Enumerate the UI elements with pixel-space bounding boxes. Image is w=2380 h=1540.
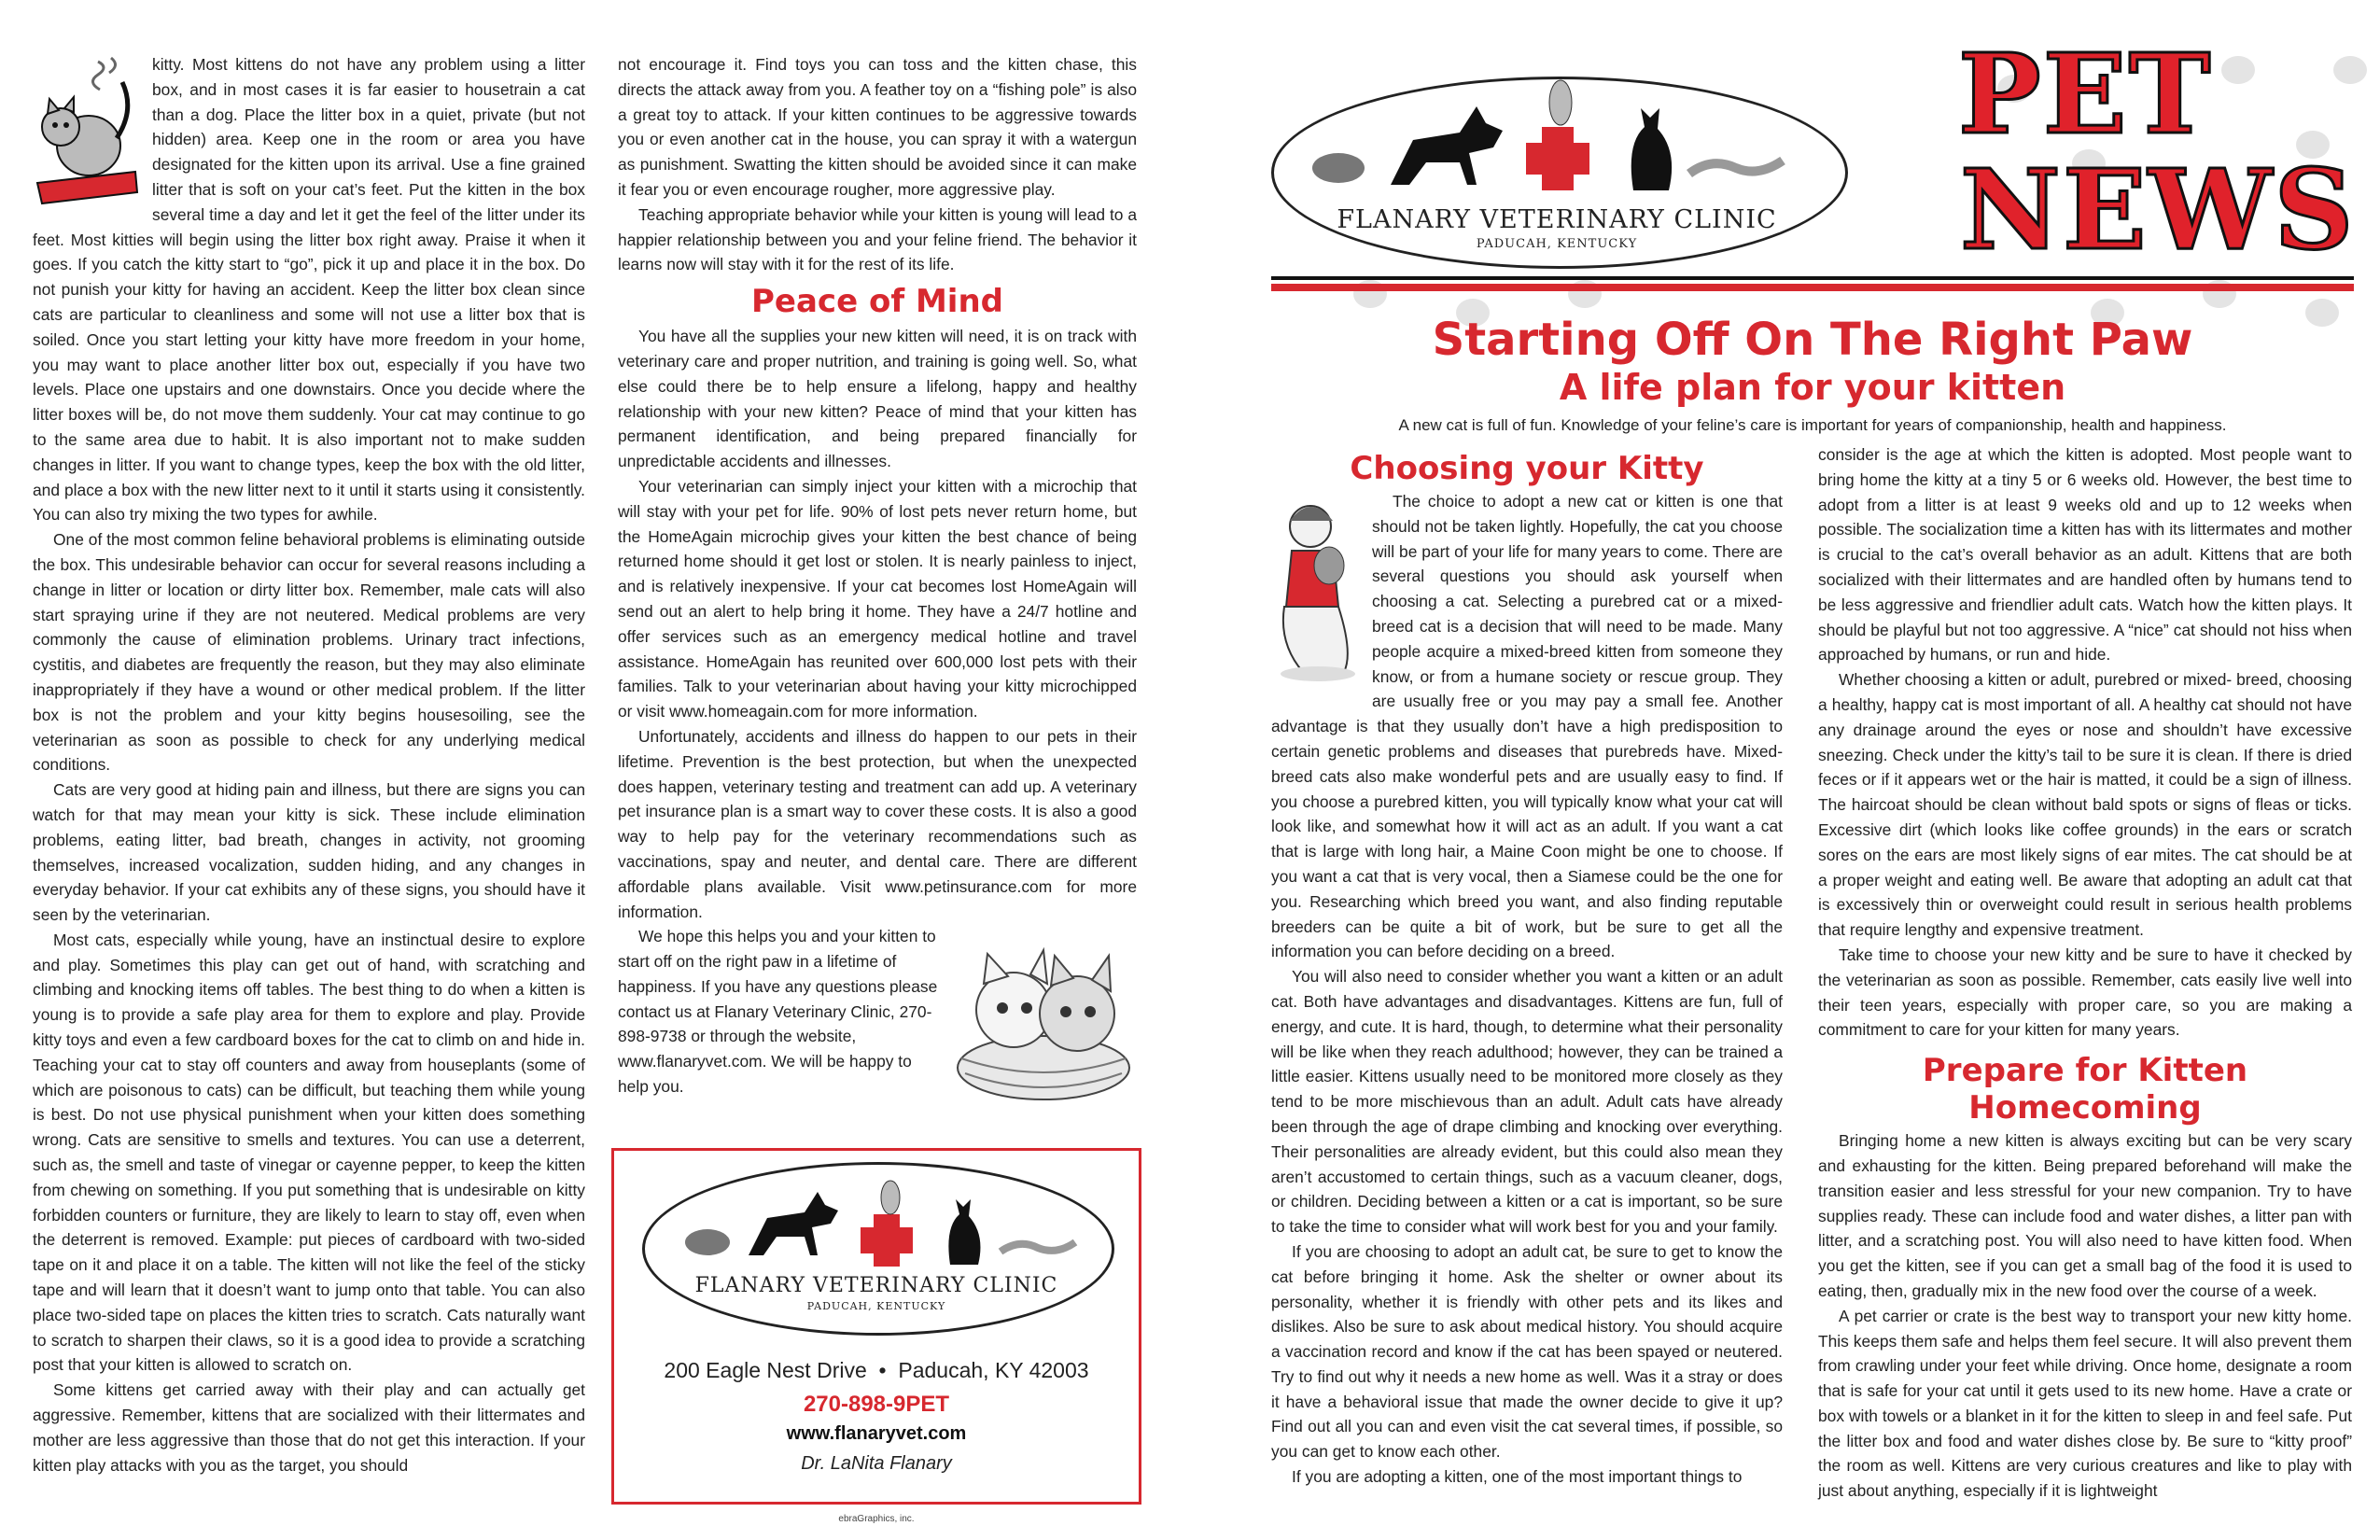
feature-headline: Starting Off On The Right Paw [1432,314,2193,366]
column-four [1818,442,2352,1504]
peace-of-mind-heading: Peace of Mind [751,283,1003,321]
paragraph: If you are adopting a kitten, one of the most important things to [1292,1467,1743,1487]
clinic-phone: 270-898-9PET [803,1392,950,1417]
paragraph: Teaching appropriate behavior while your kitten is young will lead to a happier relationship between you and your feline friend. The behavior it learns now will stay with it for the rest of its life. [618,204,1137,274]
column-one [33,52,585,1477]
clinic-address: 200 Eagle Nest Drive • Paducah, KY 42003 [664,1358,1089,1382]
paragraph: If you are choosing to adopt an adult cat, be sure to get to know the cat before bringing it home. Ask the shelter or owner about its personality, whether it is friendly with other pets and its likes and dislikes. Also be sure to ask about medical history. You should acquire a vaccination record and know if the cat has been spayed or neutered. Try to find out why it needs a new home as well. Was it a stray or does it have a behavioral issue that made the owner decide to give it up? Find out all you can and even visit the cat several times, if possible, so you can get to know each other. [1271,1241,1783,1462]
clinic-name: FLANARY VETERINARY CLINIC [694,1274,1058,1297]
paragraph: One of the most common feline behavioral problems is eliminating outside the box. This undesirable behavior can occur for several reasons including a change in litter or location or dirty litter box. Remember, male cats will also start spraying urine if they are not neutered. Medical problems are very commonly the cause of elimination problems. Urinary tract infections, cystitis, and diabetes are frequently the reason, but they may also eliminate inappropriately if they have a wound or other medical problem. If the litter box is not the problem and your kitty begins housesoiling, see the veterinarian as soon as possible to check for any underlying medical conditions. [33,530,585,775]
kittens-basket-illustration [950,928,1137,1105]
feature-subheadline: A life plan for your kitten [1559,367,2066,408]
paragraph: Cats are very good at hiding pain and illness, but there are signs you can watch for that may mean your kitty is sick. These include elimination problems, eating litter, bad breath, changes in activity, not grooming themselves, increased vocalization, sudden hiding, and any changes in everyday behavior. If your cat exhibits any of these signs, you should have it seen by the veterinarian. [33,780,585,925]
clinic-location: PADUCAH, KENTUCKY [806,1300,946,1312]
cat-litter-box-illustration [33,52,143,211]
feature-deck: A new cat is full of fun. Knowledge of your feline’s care is important for years of companionship, health and happiness. [1398,416,2227,434]
clinic-doctor: Dr. LaNita Flanary [801,1453,952,1474]
paw-print-icon [2221,56,2255,84]
animal-silhouettes-icon [1297,75,1801,196]
masthead-rule-black [1271,276,2354,280]
paragraph: Whether choosing a kitten or adult, purebred or mixed- breed, choosing a healthy, happy cat is most important of all. A healthy cat should not have any drainage around the eyes or nose and shouldn’t have excessive sneezing. Check under the kitty’s tail to be sure it is clean. If there is dried feces or if it appears wet or the hair is matted, it could be a sign of illness. The haircoat should be clean without bald spots or signs of fleas or ticks. Excessive dirt (which looks like coffee grounds) in the ears or scratch sores on the ears are most likely signs of ear mites. The cat should be at a proper weight and eating well. Be aware that adopting an adult cat that is excessively thin or overweight could result in serious health problems that require lengthy and expensive treatment. [1818,670,2352,940]
paragraph: kitty. Most kittens do not have any problem using a litter box, and in most cases it is far easier to housetrain a cat than a dog. Place the litter box in a quiet, private (but not hidden) area. Keep one in the room or area you have designated for the kitten upon its arrival. Use a fine grained litter that is soft on your cat’s feet. Put the kitten in the box several time a day and let it get the feel of the litter under its feet. Most kitties will begin using the litter box right away. Praise it when it goes. If you catch the kitty start to “go”, pick it up and place it in the box. Do not punish your kitty for having an accident. Keep the litter box clean since cats are particular to cleanliness and some will not use a litter box that is soiled. Once you start letting your kitty have more freedom in your home, you may want to place another litter box out, especially if you have two levels. Place one upstairs and one downstairs. Once you decide where the litter boxes will be, do not move them suddenly. Your cat may continue to go to the same area due to habit. It is also important not to make sudden changes in litter. If you want to change types, keep the box with the old litter, and place a box with the new litter next to it until it starts using it consistently. You can also try mixing the two types for awhile. [33,55,585,525]
masthead-rule-red [1271,284,2354,291]
paragraph: The choice to adopt a new cat or kitten is one that should not be taken lightly. Hopefully, the cat you choose will be part of your life for many years to come. There are several questions you should ask yourself when choosing a cat. Selecting a purebred cat or a mixed- breed cat is a decision that will need to be made. Many people acquire a mixed-breed kitten from someone they know, or from a humane society or rescue group. They are usually free or you may pay a small fee. Another advantage is that they usually don’t have a high predisposition to certain genetic problems and diseases that purebreds have. Mixed-breed cats also make wonderful pets and are usually easy to find. If you choose a purebred kitten, you will typically know what your cat will look like, and somewhat how it will act as an adult. If you want a cat that is large with long hair, a Maine Coon might be one to choose. If you want a cat that is very vocal, then a Siamese could be the one for you. Researching which breed you want, and also finding reputable breeders can be quite a bit of work, but be sure to get all the information you can before deciding on a breed. [1271,492,1783,961]
girl-holding-kitten-icon [1271,489,1363,687]
paragraph: Take time to choose your new kitty and be sure to have it checked by the veterinarian as soon as possible. Remember, cats easily live well into their teen years, especially with proper care, so you are making a commitment to care for your kitten for many years. [1818,945,2352,1040]
paragraph: Most cats, especially while young, have an instinctual desire to explore and play. Sometimes this play can get out of hand, with scratching and climbing and knocking items off tables. The best thing to do when a kitten is young is to provide a safe play area for them to explore and play. Provide kitty toys and even a few cardboard boxes for the cat to climb on and hide in. Teaching your cat to stay off counters and away from houseplants (some of which are poisonous to cats) can be difficult, but teaching them while young is best. Do not use physical punishment when your kitten does something wrong. Cats are sensitive to smells and textures. You can use a deterrent, such as, the smell and taste of vinegar or cayenne pepper, to keep the kitten from chewing on something. If you put something that is undesirable on kitty forbidden counters or furniture, they are likely to learn to stay off, even when the deterrent is removed. Example: put pieces of cardboard with two-sided tape on it and place it on a table. The kitten will not like the feel of the sticky tape and will learn that it doesn’t want to jump onto that table. You can also place two-sided tape on places the kitten tries to scratch. Cats naturally want to scratch to sharpen their claws, so it is a good idea to provide a scratching post that your kitten is allowed to scratch on. [33,930,585,1375]
girl-kitten-illustration [1271,489,1363,687]
masthead-clinic-name: FLANARY VETERINARY CLINIC [1337,205,1777,234]
cat-in-litter-box-icon [33,52,143,211]
newsletter-title-line2: NEWS [1960,145,2356,274]
newsletter-title-line1: PET [1958,29,2213,159]
masthead-clinic-location: PADUCAH, KENTUCKY [1476,237,1638,251]
choosing-kitty-heading: Choosing your Kitty [1350,450,1704,487]
paragraph: Your veterinarian can simply inject your kitten with a microchip that will stay with your pet for life. 90% of lost pets never return home, but the HomeAgain microchip gives your kitten the best chance of being returned home should it get lost or stolen. It is nearly painless to inject, and is relatively inexpensive. If your cat becomes lost HomeAgain will send out an alert to help bring it home. They have a 24/7 hotline and offer services such as an emergency medical hotline and travel assistance. HomeAgain has reunited over 600,000 lost pets with their families. Talk to your veterinarian about having your kitty microchipped or visit www.homeagain.com for more information. [618,476,1137,721]
column-two [618,52,1137,1109]
paragraph: not encourage it. Find toys you can toss and the kitten chase, this directs the attack away from you. A feather toy on a “fishing pole” is also a great toy to attack. If your kitten continues to be aggressive towards you or even another cat in the house, you can spray it with a watergun as punishment. Swatting the kitten should be avoided since it can make it fear you or even encourage rougher, more aggressive play. [618,55,1137,199]
paragraph: consider is the age at which the kitten is adopted. Most people want to bring home the kitty at a tiny 5 or 6 weeks old. However, the best time to adopt from a litter is at least 9 weeks old and up to 12 weeks when possible. The socialization time a kitten has with its littermates and mother is crucial to the cat’s overall behavior as an adult. Kittens that are both socialized with their littermates and are handled often by humans tend to be less aggressive and friendlier adult cats. Watch how the kitten plays. It should be playful but not too aggressive. A “nice” cat should not hiss when approached by humans, or run and hide. [1818,445,2352,665]
clinic-website[interactable]: www.flanaryvet.com [786,1423,967,1444]
clinic-contact-box [611,1148,1141,1505]
paragraph: You have all the supplies your new kitten will need, it is on track with veterinary care and proper nutrition, and training is going well. So, what else could there be to help ensure a lifelong, happy and healthy relationship with your new kitten? Peace of mind that your kitten has permanent identification, and being prepared financially for unpredictable accidents and illnesses. [618,327,1137,471]
kitten-homecoming-heading: Prepare for Kitten Homecoming [1922,1052,2248,1127]
paragraph: Bringing home a new kitten is always exciting but can be very scary and exhausting for the kitten. Being prepared beforehand will make the transition easier and less stressful for your new companion. Try to have supplies ready. These can include food and water dishes, a litter pan with litter, and a scratching post. You will also need to have kitten food. When you get the kitten, see if you can get a small bag of the food it is used to eating, then, gradually mix in the new food over the course of a week. [1818,1131,2352,1300]
paragraph: You will also need to consider whether you want a kitten or an adult cat. Both have advantages and disadvantages. Kittens are fun, full of energy, and cute. It is hard, though, to determine what their personality will be like when they reach adulthood; however, they can be trained a little easier. Kittens usually need to be monitored more closely as they tend to be more mischievous than an adult. Adult cats have already been through the age of drape climbing and knocking over everything. Their personalities are already evident, but this could also mean they aren’t accustomed to certain things, such as a vacuum cleaner, dogs, or children. Deciding between a kitten or a cat is important, so be sure to take the time to consider what will work best for you and your family. [1271,967,1783,1237]
animal-silhouettes-icon [674,1177,1085,1270]
paw-print-icon [2333,56,2367,84]
paragraph: A pet carrier or crate is the best way to transport your new kitty home. This keeps them safe and helps them feel secure. It will also prevent them from crawling under your feet while driving. Once home, designate a room that is safe for your cat until it gets used to its new home. Have a crate or box with towels or a blanket in it for the kitten to sleep in and feel safe. Put the litter box and food and water dishes close by. Be sure to “kitty proof” the room as well. Kittens are very curious creatures and like to play with just about anything, especially if it is lightweight [1818,1306,2352,1501]
kittens-in-basket-icon [950,928,1137,1105]
closing-paragraph: We hope this helps you and your kitten to start off on the right paw in a lifetime of happiness. If you have any questions please contact us at Flanary Veterinary Clinic, 270-898-9738 or through the website, www.flanaryvet.com. We will be happy to help you. [618,927,938,1097]
paragraph: Unfortunately, accidents and illness do happen to our pets in their lifetime. Prevention is the best protection, but when the unexpected does happen, veterinary testing and treatment can add up. A veterinary pet insurance plan is a smart way to cover these costs. It is also a good way to help pay for the veterinary recommendations such as vaccinations, spay and neuter, and dental care. There are different affordable plans available. Visit www.petinsurance.com for more information. [618,726,1137,921]
paragraph: Some kittens get carried away with their play and can actually get aggressive. Remember, kittens that are socialized with their littermates and mother are less aggressive than those that do not get this interaction. If your kitten play attacks with you as the target, you should [33,1380,585,1475]
publisher-credit: ebraGraphics, inc. [838,1514,915,1524]
column-three [1271,442,1783,1490]
